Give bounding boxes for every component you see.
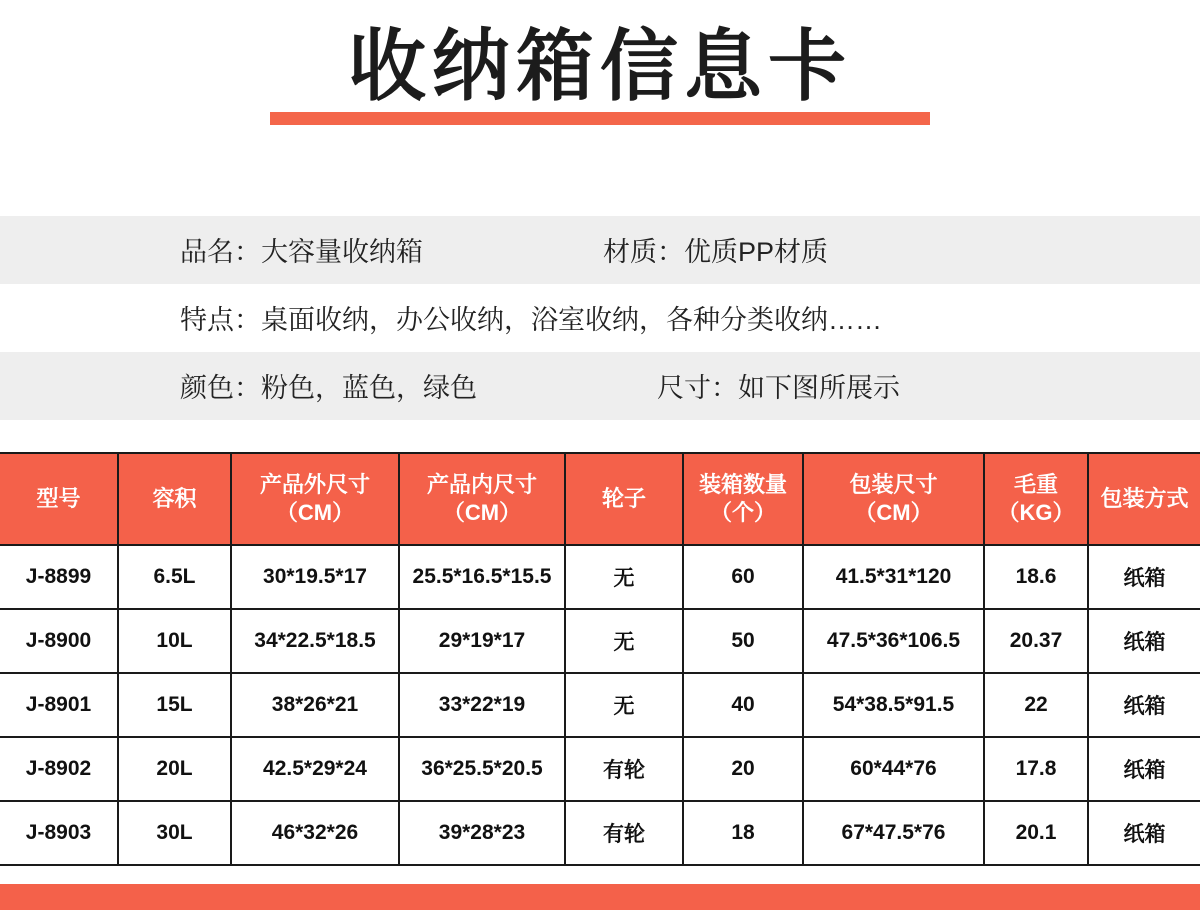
info-row bbox=[0, 216, 1200, 284]
info-row bbox=[0, 284, 1200, 352]
info-left bbox=[180, 298, 882, 337]
table-row bbox=[0, 545, 1200, 609]
info-left-value: 粉色，蓝色，绿色 bbox=[261, 373, 477, 404]
header-line-1: 容积 bbox=[152, 486, 197, 512]
info-panel bbox=[0, 216, 1200, 420]
spec-table bbox=[0, 452, 1200, 866]
info-right bbox=[603, 230, 828, 269]
cell-model: J-8901 bbox=[0, 673, 118, 737]
cell-gross-weight: 20.1 bbox=[984, 801, 1088, 865]
header-line-1: 包装尺寸 bbox=[849, 472, 938, 498]
table-header-cell bbox=[683, 453, 803, 545]
table-header-cell bbox=[565, 453, 683, 545]
header-line-2: （个） bbox=[709, 499, 776, 525]
header-line-1: 产品外尺寸 bbox=[259, 472, 370, 498]
cell-inner-size: 39*28*23 bbox=[399, 801, 565, 865]
cell-inner-size: 25.5*16.5*15.5 bbox=[399, 545, 565, 609]
cell-pack-size: 41.5*31*120 bbox=[803, 545, 984, 609]
info-left bbox=[180, 230, 423, 269]
header-line-1: 装箱数量 bbox=[698, 472, 787, 498]
cell-model: J-8899 bbox=[0, 545, 118, 609]
header-line-1: 产品内尺寸 bbox=[426, 472, 537, 498]
cell-qty: 60 bbox=[683, 545, 803, 609]
table-header-cell bbox=[231, 453, 399, 545]
info-row bbox=[0, 352, 1200, 420]
header-line-1: 毛重 bbox=[1013, 472, 1058, 498]
cell-gross-weight: 17.8 bbox=[984, 737, 1088, 801]
cell-model: J-8902 bbox=[0, 737, 118, 801]
cell-wheel: 有轮 bbox=[565, 737, 683, 801]
title-underline bbox=[270, 112, 930, 125]
cell-inner-size: 36*25.5*20.5 bbox=[399, 737, 565, 801]
cell-volume: 20L bbox=[118, 737, 231, 801]
info-right-label: 尺寸： bbox=[657, 373, 738, 404]
table-row bbox=[0, 673, 1200, 737]
cell-pack-size: 54*38.5*91.5 bbox=[803, 673, 984, 737]
cell-model: J-8903 bbox=[0, 801, 118, 865]
cell-inner-size: 33*22*19 bbox=[399, 673, 565, 737]
header-line-2: （CM） bbox=[275, 499, 355, 525]
header-line-2: （CM） bbox=[442, 499, 522, 525]
cell-gross-weight: 20.37 bbox=[984, 609, 1088, 673]
title-block bbox=[0, 0, 1200, 108]
info-left-label: 颜色： bbox=[180, 373, 261, 404]
cell-gross-weight: 18.6 bbox=[984, 545, 1088, 609]
cell-volume: 10L bbox=[118, 609, 231, 673]
info-left-label: 品名： bbox=[180, 237, 261, 268]
spec-table-wrap bbox=[0, 452, 1200, 866]
table-header-cell bbox=[803, 453, 984, 545]
cell-inner-size: 29*19*17 bbox=[399, 609, 565, 673]
cell-pack-size: 60*44*76 bbox=[803, 737, 984, 801]
cell-outer-size: 30*19.5*17 bbox=[231, 545, 399, 609]
table-header-row bbox=[0, 453, 1200, 545]
header-line-1: 型号 bbox=[36, 486, 81, 512]
cell-wheel: 无 bbox=[565, 609, 683, 673]
header-line-2: （CM） bbox=[854, 499, 933, 525]
cell-gross-weight: 22 bbox=[984, 673, 1088, 737]
table-header-cell bbox=[0, 453, 118, 545]
table-row bbox=[0, 801, 1200, 865]
info-left-label: 特点： bbox=[180, 305, 261, 336]
cell-wheel: 有轮 bbox=[565, 801, 683, 865]
cell-qty: 50 bbox=[683, 609, 803, 673]
cell-volume: 15L bbox=[118, 673, 231, 737]
cell-pack-method: 纸箱 bbox=[1088, 545, 1200, 609]
info-right-value: 如下图所展示 bbox=[738, 373, 900, 404]
header-line-1: 包装方式 bbox=[1100, 486, 1189, 512]
header-line-1: 轮子 bbox=[601, 486, 646, 512]
table-header-cell bbox=[399, 453, 565, 545]
info-left-value: 桌面收纳，办公收纳，浴室收纳，各种分类收纳…… bbox=[261, 305, 882, 336]
info-left bbox=[180, 366, 477, 405]
page-title: 收纳箱信息卡 bbox=[347, 22, 852, 110]
cell-volume: 6.5L bbox=[118, 545, 231, 609]
table-header-cell bbox=[1088, 453, 1200, 545]
cell-pack-method: 纸箱 bbox=[1088, 673, 1200, 737]
cell-outer-size: 34*22.5*18.5 bbox=[231, 609, 399, 673]
bottom-accent-bar bbox=[0, 884, 1200, 910]
cell-qty: 40 bbox=[683, 673, 803, 737]
info-left-value: 大容量收纳箱 bbox=[261, 237, 423, 268]
table-row bbox=[0, 737, 1200, 801]
table-header-cell bbox=[118, 453, 231, 545]
cell-outer-size: 42.5*29*24 bbox=[231, 737, 399, 801]
cell-pack-method: 纸箱 bbox=[1088, 801, 1200, 865]
cell-outer-size: 46*32*26 bbox=[231, 801, 399, 865]
cell-pack-method: 纸箱 bbox=[1088, 609, 1200, 673]
cell-wheel: 无 bbox=[565, 545, 683, 609]
cell-volume: 30L bbox=[118, 801, 231, 865]
cell-qty: 20 bbox=[683, 737, 803, 801]
table-header-cell bbox=[984, 453, 1088, 545]
cell-pack-method: 纸箱 bbox=[1088, 737, 1200, 801]
cell-pack-size: 67*47.5*76 bbox=[803, 801, 984, 865]
info-right-value: 优质PP材质 bbox=[684, 237, 829, 268]
info-right-label: 材质： bbox=[603, 237, 684, 268]
info-right bbox=[657, 366, 900, 405]
table-row bbox=[0, 609, 1200, 673]
cell-wheel: 无 bbox=[565, 673, 683, 737]
cell-model: J-8900 bbox=[0, 609, 118, 673]
cell-outer-size: 38*26*21 bbox=[231, 673, 399, 737]
cell-pack-size: 47.5*36*106.5 bbox=[803, 609, 984, 673]
header-line-2: （KG） bbox=[997, 499, 1075, 525]
cell-qty: 18 bbox=[683, 801, 803, 865]
